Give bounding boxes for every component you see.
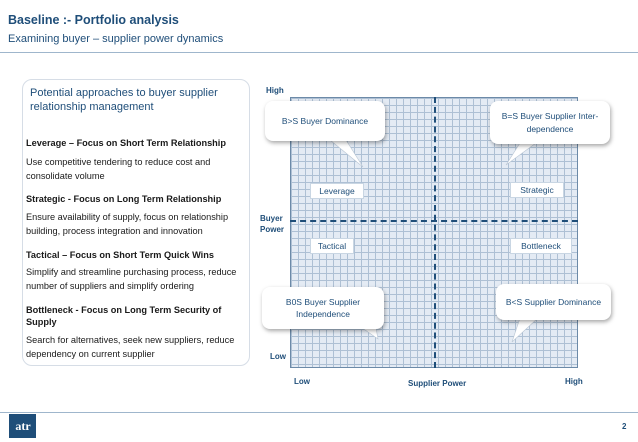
page-number: 2 bbox=[622, 422, 627, 431]
quadrant-strategic-label: Strategic bbox=[510, 182, 564, 198]
callout-interdependence: B=S Buyer Supplier Inter-dependence bbox=[490, 101, 610, 144]
y-axis-title: Buyer Power bbox=[260, 214, 285, 234]
quadrant-leverage-label: Leverage bbox=[310, 183, 364, 199]
tactical-desc: Simplify and streamline purchasing process, reduce number of suppliers and simplify ordering bbox=[26, 267, 237, 291]
callout-tail-interdependence bbox=[500, 143, 540, 168]
y-axis-low-label: Low bbox=[270, 352, 286, 361]
leverage-title: Leverage – Focus on Short Term Relationship bbox=[26, 138, 226, 148]
vertical-divider bbox=[434, 97, 436, 368]
page-title: Baseline :- Portfolio analysis bbox=[8, 13, 179, 27]
callout-supplier-dominance: B<S Supplier Dominance bbox=[496, 284, 611, 320]
panel-heading: Potential approaches to buyer supplier relationship management bbox=[30, 87, 218, 113]
bottleneck-desc: Search for alternatives, seek new suppliers, reduce dependency on current supplier bbox=[26, 335, 235, 359]
y-axis-high-label: High bbox=[266, 86, 284, 95]
company-logo bbox=[9, 414, 36, 438]
x-axis-title: Supplier Power bbox=[408, 379, 467, 388]
x-axis-low-label: Low bbox=[294, 377, 310, 386]
svg-text:atr: atr bbox=[14, 419, 31, 433]
callout-tail-supplier-dominance bbox=[508, 318, 548, 344]
quadrant-tactical-label: Tactical bbox=[310, 238, 354, 254]
leverage-desc: Use competitive tendering to reduce cost and consolidate volume bbox=[26, 157, 211, 181]
horizontal-divider bbox=[290, 220, 578, 222]
strategic-desc: Ensure availability of supply, focus on relationship building, process integration and innovation bbox=[26, 212, 229, 236]
quadrant-bottleneck-label: Bottleneck bbox=[510, 238, 572, 254]
callout-independence: B0S Buyer Supplier Independence bbox=[262, 287, 384, 329]
bottleneck-title: Bottleneck - Focus on Long Term Security of Supply bbox=[26, 305, 222, 327]
tactical-title: Tactical – Focus on Short Term Quick Wins bbox=[26, 250, 214, 260]
callout-buyer-dominance: B>S Buyer Dominance bbox=[265, 101, 385, 141]
page-subtitle: Examining buyer – supplier power dynamics bbox=[8, 33, 224, 45]
header-divider bbox=[0, 52, 638, 53]
footer-divider bbox=[0, 412, 638, 413]
x-axis-high-label: High bbox=[565, 377, 583, 386]
strategic-title: Strategic - Focus on Long Term Relationship bbox=[26, 194, 222, 204]
callout-tail-buyer-dominance bbox=[328, 140, 368, 170]
